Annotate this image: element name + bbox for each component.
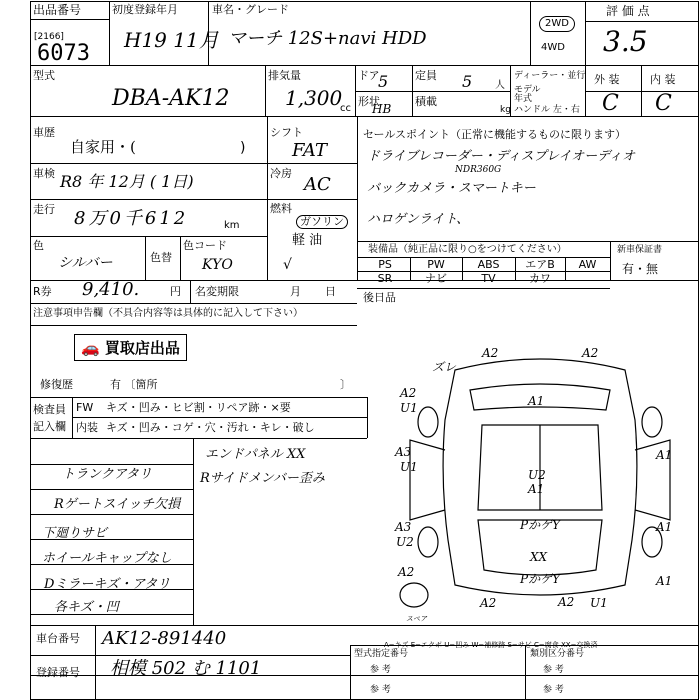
model-value: DBA-AK12 <box>112 86 230 111</box>
sales-line-1: ドライブレコーダー・ディスプレイオーディオ <box>367 149 636 164</box>
damage-mark: A2 <box>480 596 497 610</box>
buy-stamp-text: 買取店出品 <box>104 339 180 357</box>
equipment-item: カワ <box>529 272 551 285</box>
sales-label: セールスポイント（正常に機能するものに限ります） <box>363 128 627 141</box>
chassis-label: 車台番号 <box>36 632 80 645</box>
remark-left-5: Dミラーキズ・アタリ <box>44 577 171 592</box>
damage-mark: A1 <box>656 448 673 462</box>
damage-legend: A−キズ E−エクボ U−凹み W−補修跡 S−サビ C−腐食 XX−交換済 <box>384 641 598 649</box>
damage-mark: PかゲY <box>520 572 560 586</box>
damage-mark: PかゲY <box>520 518 560 532</box>
capacity-value: 5 <box>462 72 473 91</box>
displacement-label: 排気量 <box>268 69 301 82</box>
cooling-value: AC <box>304 174 331 195</box>
lot-number: 6073 <box>37 41 90 66</box>
reg-value: H19 11月 <box>124 28 219 52</box>
color-change-label: 色替 <box>150 251 172 264</box>
capacity-unit: 人 <box>495 80 505 91</box>
int-value: C <box>655 91 672 116</box>
car-icon: 🚗 <box>81 339 100 357</box>
history-close: ) <box>240 140 246 156</box>
ref-label-4: 参 考 <box>543 685 564 695</box>
history-label: 車歴 <box>33 126 55 139</box>
inspector-int-items: キズ・凹み・コゲ・穴・汚れ・キレ・破し <box>106 421 315 434</box>
shift-value: FAT <box>292 140 327 161</box>
fuel-gasoline-mark: √ <box>283 257 292 273</box>
plate-value: 相模 502 む 1101 <box>110 658 262 679</box>
sales-line-4: ハロゲンライト、 <box>367 212 470 227</box>
dealer-label: ディーラー・並行 <box>514 71 586 81</box>
mileage-unit: km <box>224 220 240 231</box>
displacement-value: 1,300 <box>285 86 343 110</box>
recycle-label: R券 <box>33 285 52 298</box>
ext-value: C <box>602 91 619 116</box>
shape-label: 形状 <box>358 95 380 108</box>
buy-stamp <box>74 334 187 361</box>
damage-mark: XX <box>530 550 548 564</box>
drive-4wd: 4WD <box>541 42 565 53</box>
expiry-month: 月 <box>290 285 301 298</box>
remark-right-2: Rサイドメンバー歪み <box>200 471 325 486</box>
equipment-item: PW <box>427 258 445 271</box>
recycle-value: 9,410. <box>82 279 140 300</box>
score-label: 評 価 点 <box>606 4 650 18</box>
remark-left-4: ホイールキャップなし <box>42 551 172 566</box>
chassis-value: AK12-891440 <box>102 628 227 649</box>
load-label: 積載 <box>415 95 437 108</box>
lot-code: [2166] <box>34 32 64 42</box>
reg-label: 初度登録年月 <box>112 3 178 16</box>
damage-mark: スペア <box>406 615 427 623</box>
inspection-label: 車検 <box>33 167 55 180</box>
warranty-label: 新車保証書 <box>617 245 663 255</box>
inspector-int-label: 内装 <box>76 421 98 434</box>
damage-mark: ズレ <box>432 360 457 374</box>
inspector-fw-label: FW <box>76 401 94 414</box>
history-value: 自家用・( <box>70 138 136 156</box>
remark-left-1: トランクアタリ <box>62 467 152 482</box>
fuel-diesel: 軽 油 <box>292 233 323 248</box>
ext-label: 外 装 <box>594 73 620 86</box>
inspector-label-2: 記入欄 <box>33 420 66 433</box>
equipment-item: TV <box>481 272 496 285</box>
remark-right-1: エンドパネル XX <box>205 447 306 462</box>
doors-label: ドア <box>358 69 380 82</box>
repair-close: 〕 <box>340 378 351 391</box>
ref-label-2: 参 考 <box>543 665 564 675</box>
displacement-unit: cc <box>340 103 351 114</box>
shape-value: HB <box>372 102 392 116</box>
shift-label: シフト <box>270 126 303 139</box>
equipment-item: ABS <box>477 258 500 271</box>
ref-label-1: 参 考 <box>370 665 391 675</box>
equipment-item: エアB <box>525 258 555 271</box>
equipment-item: PS <box>378 258 392 271</box>
damage-mark: A1 <box>656 574 673 588</box>
repair-label: 修復歴 <box>40 378 73 391</box>
lot-label: 出品番号 <box>33 3 82 17</box>
mileage-value: 8万0千612 <box>74 208 189 229</box>
color-code-value: KYO <box>202 257 233 273</box>
handle-label: ハンドル 左・右 <box>514 105 580 115</box>
int-label: 内 装 <box>650 73 676 86</box>
model-spec-label: 型式指定番号 <box>354 649 409 659</box>
damage-mark: A2 <box>482 346 499 360</box>
sales-line-2: NDR360G <box>455 165 502 175</box>
equipment-item: SR <box>377 272 393 285</box>
color-label: 色 <box>33 239 44 252</box>
damage-mark: A1 <box>528 394 545 408</box>
equipment-item: ナビ <box>425 272 447 285</box>
inspection-value: R8 年 12月 ( 1日) <box>60 172 194 191</box>
damage-mark: U2 <box>396 535 414 549</box>
damage-mark: U1 <box>400 401 418 415</box>
expiry-label: 名変期限 <box>195 285 239 298</box>
warranty-value: 有・無 <box>622 262 659 276</box>
name-label: 車名・グレード <box>212 3 289 16</box>
ref-label-3: 参 考 <box>370 685 391 695</box>
fuel-label: 燃料 <box>270 202 292 215</box>
later-docs-label: 後日品 <box>363 291 396 304</box>
damage-mark: A3 <box>395 445 412 459</box>
fuel-gasoline: ガソリン <box>296 215 348 229</box>
doors-value: 5 <box>378 72 389 91</box>
category-label: 類別区分番号 <box>530 649 585 659</box>
recycle-unit: 円 <box>170 285 181 298</box>
damage-mark: U1 <box>590 596 608 610</box>
remark-left-3: 下廻りサビ <box>42 526 108 541</box>
capacity-label: 定員 <box>415 69 437 82</box>
equipment-label: 装備品（純正品に限り○をつけてください） <box>368 244 567 255</box>
sales-line-3: バックカメラ・スマートキー <box>367 181 536 196</box>
color-code-label: 色コード <box>183 239 227 252</box>
plate-label: 登録番号 <box>36 666 80 679</box>
remark-left-2: Rゲートスイッチ欠損 <box>54 497 181 512</box>
remark-left-6: 各キズ・凹 <box>54 600 119 615</box>
damage-mark: A1 <box>528 482 545 496</box>
inspector-fw-items: キズ・凹み・ヒビ割・リペア跡・×要 <box>106 401 291 414</box>
damage-mark: U2 <box>528 468 546 482</box>
cooling-label: 冷房 <box>270 167 292 180</box>
damage-mark: A2 <box>398 565 415 579</box>
model-year-label: モデル年式 <box>514 85 541 104</box>
damage-mark: U1 <box>400 460 418 474</box>
notes-header: 注意事項申告欄（不具合内容等は具体的に記入して下さい） <box>33 308 303 319</box>
score-value: 3.5 <box>603 25 648 58</box>
damage-mark: A1 <box>656 520 673 534</box>
repair-value: 有 〔箇所 <box>110 378 158 391</box>
damage-mark: A3 <box>395 520 412 534</box>
drive-2wd: 2WD <box>539 16 575 32</box>
damage-mark: A2 <box>558 595 575 609</box>
damage-mark: A2 <box>582 346 599 360</box>
equipment-item: AW <box>578 258 597 271</box>
inspector-label-1: 検査員 <box>33 403 66 416</box>
model-label: 型式 <box>33 69 55 82</box>
load-unit: kg <box>500 105 511 115</box>
color-value: シルバー <box>58 255 113 271</box>
damage-mark: A2 <box>400 386 417 400</box>
mileage-label: 走行 <box>33 203 55 216</box>
name-value: マーチ 12S+navi HDD <box>228 28 427 49</box>
expiry-day: 日 <box>325 285 336 298</box>
